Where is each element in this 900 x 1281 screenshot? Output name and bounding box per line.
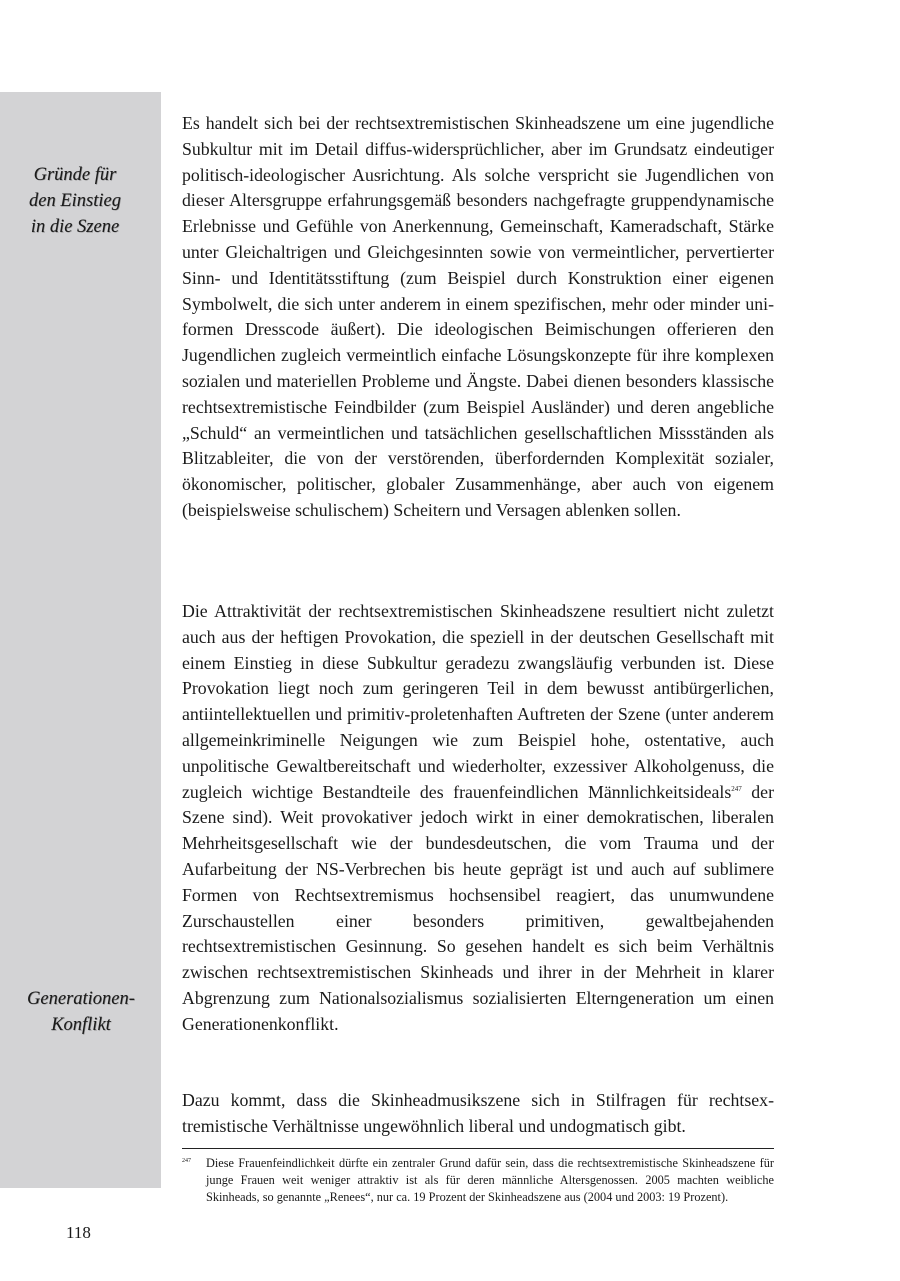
margin-note-generation (6, 986, 156, 1038)
margin-note-line: Gründe für (33, 165, 117, 185)
footnote-number: 247 (182, 1158, 191, 1164)
margin-note-line: Konflikt (51, 1015, 111, 1035)
footnote-divider (182, 1148, 774, 1149)
page-number: 118 (66, 1223, 91, 1242)
margin-note-line: den Einstieg (29, 191, 121, 211)
footnote-reference[interactable]: 247 (731, 784, 742, 793)
margin-note-line: Generationen- (27, 989, 135, 1009)
footnote (182, 1155, 774, 1207)
paragraph-1: Es handelt sich bei der rechtsextremistischen Skinheadszene um eine jugendliche Subkultur mit im Detail diffus-widersprüchlicher, aber im Grundsatz eindeutiger politisch-ideologischer Ausrichtung. Als solche verspricht sie Jugendlichen von dieser Altersgruppe erfahrungsgemäß besonders nachgefragte gruppendynamische Erlebnisse und Gefühle von Anerkennung, Gemeinschaft, Kameradschaft, Stärke unter Gleichaltrigen und Gleichgesinnten sowie von vermeintlicher, pervertierter Sinn- und Identitätsstiftung (zum Beispiel durch Konstruktion einer eigenen Symbolwelt, die sich unter anderem in einem spezifischen, mehr oder minder uniformen Dresscode äußert). Die ideologischen Beimischungen offerieren den Jugendlichen zugleich vermeintlich einfache Lösungskonzepte für ihre komplexen sozialen und materiellen Probleme und Ängste. Dabei dienen besonders klassische rechtsextremistische Feindbilder (zum Beispiel Ausländer) und deren angebliche „Schuld“ an vermeintlichen und tatsächlichen gesellschaftlichen Missständen als Blitzableiter, die von der verstörenden, überfordernden Komplexität sozialer, ökonomischer, politischer, globaler Zusammenhänge, aber auch von eigenem (beispielsweise schulischem) Scheitern und Versagen ablenken sollen. (182, 113, 774, 520)
paragraph-2 (182, 599, 774, 1038)
margin-note-reasons (0, 162, 150, 240)
paragraph-3: Dazu kommt, dass die Skinheadmusikszene sich in Stilfragen für rechtsextremistische Verhältnisse ungewöhnlich liberal und undogmatisch gibt. (182, 1090, 774, 1136)
paragraph-2-part-1: Die Attraktivität der rechtsextremistischen Skinheadszene resultiert nicht zuletzt auch aus der heftigen Provokation, die speziell in der deutschen Gesellschaft mit einem Einstieg in diese Subkultur geradezu zwangsläufig verbunden ist. Diese Provokation liegt noch zum geringeren Teil in dem bewusst antibürgerlichen, antiintellektuellen und primitiv-proletenhaften Auftreten der Szene (unter anderem allgemeinkriminelle Neigungen wie zum Beispiel hohe, ostentative, auch unpolitische Gewaltbereitschaft und wiederholter, exzessiver Alkoholgenuss, die zugleich wichtige Bestandteile des frauenfeindlichen Männlichkeitsideals (182, 601, 774, 802)
paragraph-2-part-2: der Szene sind). Weit provokativer jedoch wirkt in einer demokratischen, liberalen Mehrheitsgesellschaft wie der bundesdeutschen, die vom Trauma und der Aufarbeitung der NS-Verbrechen bis heute geprägt ist und auch auf sublimere Formen von Rechtsextremismus hochsensibel reagiert, das unumwundene Zurschaustellen einer besonders primitiven, gewaltbejahenden rechtsextremistischen Gesinnung. So gesehen handelt es sich beim Verhältnis zwischen rechtsextremistischen Skinheads und ihrer in der Mehrheit in klarer Abgrenzung zum Nationalsozialismus sozialisierten Elterngeneration um einen Generationenkonflikt. (182, 781, 774, 1034)
margin-note-line: in die Szene (30, 217, 120, 237)
footnote-text: Diese Frauenfeindlichkeit dürfte ein zentraler Grund dafür sein, dass die rechtsextremistische Skinheadszene für junge Frauen weit weniger attraktiv ist als für deren männliche Altersgenossen. 2005 machten weibliche Skinheads, so genannte „Renees“, nur ca. 19 Prozent der Skinheadszene aus (2004 und 2003: 19 Prozent). (206, 1156, 774, 1205)
